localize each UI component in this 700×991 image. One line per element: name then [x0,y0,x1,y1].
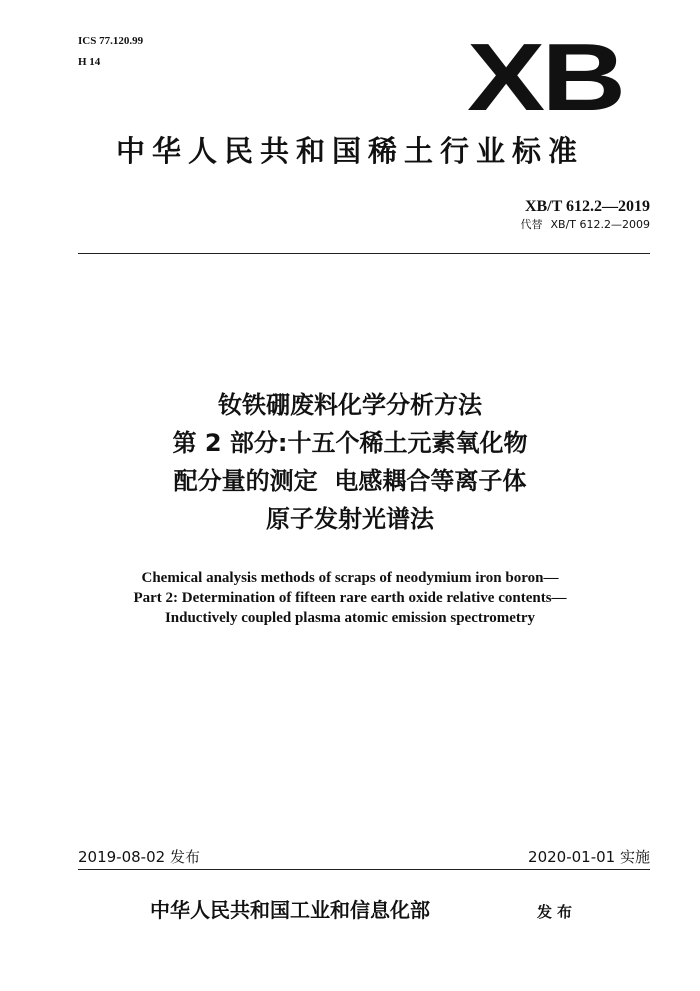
issuing-authority: 中华人民共和国工业和信息化部 [150,898,430,922]
implementation-date: 2020-01-01 实施 [528,848,650,866]
bottom-divider [78,869,650,870]
chinese-title [0,386,700,538]
top-divider [78,253,650,254]
english-title [0,568,700,628]
english-title-line: Part 2: Determination of fifteen rare earth oxide relative contents— [133,590,567,606]
chinese-title-line: 配分量的测定 电感耦合等离子体 [173,467,527,495]
classification-code: H 14 [78,56,101,68]
xb-logo: XB [466,24,622,131]
issue-date: 2019-08-02 发布 [78,848,200,866]
standard-organization-title: 中华人民共和国稀土行业标准 [115,134,584,168]
issue-label: 发布 [537,903,578,921]
chinese-title-line: 原子发射光谱法 [266,505,434,533]
chinese-title-line: 第 2 部分:十五个稀土元素氧化物 [172,429,528,457]
replaces-line [521,218,651,232]
replaces-label: 代替 [520,218,543,231]
chinese-title-line: 钕铁硼废料化学分析方法 [218,391,482,419]
standard-number: XB/T 612.2—2019 [524,198,650,215]
english-title-line: Chemical analysis methods of scraps of neodymium iron boron— [141,570,559,586]
replaces-number: XB/T 612.2—2009 [550,218,650,231]
english-title-line: Inductively coupled plasma atomic emission spectrometry [164,610,536,626]
ics-code: ICS 77.120.99 [78,35,144,47]
